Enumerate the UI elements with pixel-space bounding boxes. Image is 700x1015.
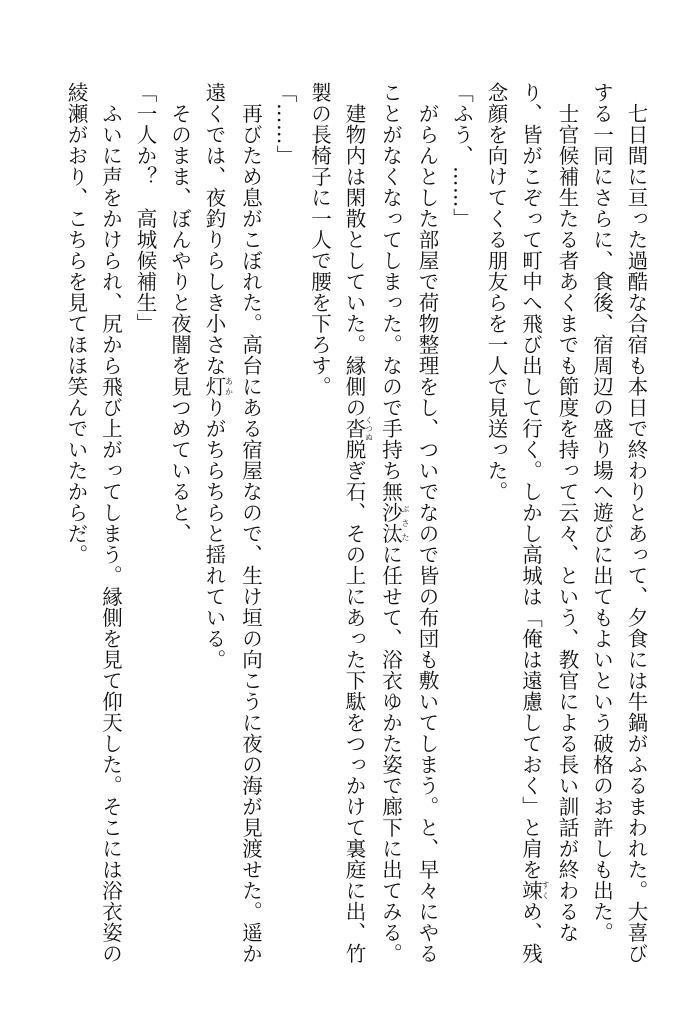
body-text	[38, 82, 653, 987]
furigana-reading-busata: ぶさた	[401, 502, 410, 544]
text-line-10: 製の長椅子に一人で腰を下ろす。	[307, 82, 332, 397]
text-line-2: する一同にさらに、食後、宿周辺の盛り場へ遊びに出てもよいという破格のお許しも出た。	[589, 82, 614, 943]
text-line-4: り、皆がこぞって町中へ飛び出して行く。しかし高城は「俺は遠慮しておく」と肩を竦すくめ、残	[518, 82, 550, 964]
text-line-8: ことがなくなってしまった。なので手持ち無沙汰ぶさたに任せて、浴衣ゆかた姿で廊下に出てみる。	[378, 82, 410, 964]
furigana-reading-kutsunugi: くつぬ	[364, 415, 374, 442]
text-line-7: がらんとした部屋で荷物整理をし、ついでなので皆の布団も敷いてしまう。と、早々にやる	[415, 82, 439, 964]
text-line-1: 七日間に亘った過酷な合宿も本日で終わりとあって、夕食には牛鍋がふるまわれた。大喜び	[624, 82, 648, 964]
text-line-15: 「一人か？ 高城候補生」	[133, 82, 157, 334]
text-line-12: 再びため息がこぼれた。高台にある宿屋なので、生け垣の向こうに夜の海が見渡せた。遥か	[238, 82, 263, 964]
text-line-14: そのまま、ぼんやりと夜闇を見つめていると、	[167, 82, 192, 544]
text-line-11: 「……」	[273, 82, 297, 166]
text-line-9: 建物内は閑散としていた。縁側の沓くつぬ脱ぎ石、その上にあった下駄をつっかけて裏庭に出、竹	[342, 82, 374, 964]
furigana-reading-sukume: すく	[541, 880, 550, 901]
text-line-13: 遠くでは、夜釣りらしき小さな灯あかりがちらちらと揺れている。	[202, 82, 234, 670]
furigana-akari: 灯あか	[202, 376, 234, 397]
text-line-16: ふいに声をかけられ、尻から飛び上がってしまう。縁側を見て仰天した。そこには浴衣姿の	[98, 82, 123, 964]
text-line-5: 念顔を向けてくる朋友らを一人で見送った。	[484, 82, 508, 502]
text-line-3: 士官候補生たる者あくまでも節度を持って云々、という、教官による長い訓話が終わるな	[555, 82, 579, 943]
furigana-busata: 沙汰ぶさた	[378, 502, 410, 544]
furigana-sukume: 竦すく	[518, 880, 550, 901]
furigana-reading-akari: あか	[224, 376, 234, 397]
furigana-kutsunugi: 沓くつぬ	[342, 415, 374, 442]
text-line-6: 「ふう、……」	[449, 82, 474, 229]
text-line-17: 綾瀬がおり、こちらを見てほほ笑んでいたからだ。	[64, 82, 88, 565]
